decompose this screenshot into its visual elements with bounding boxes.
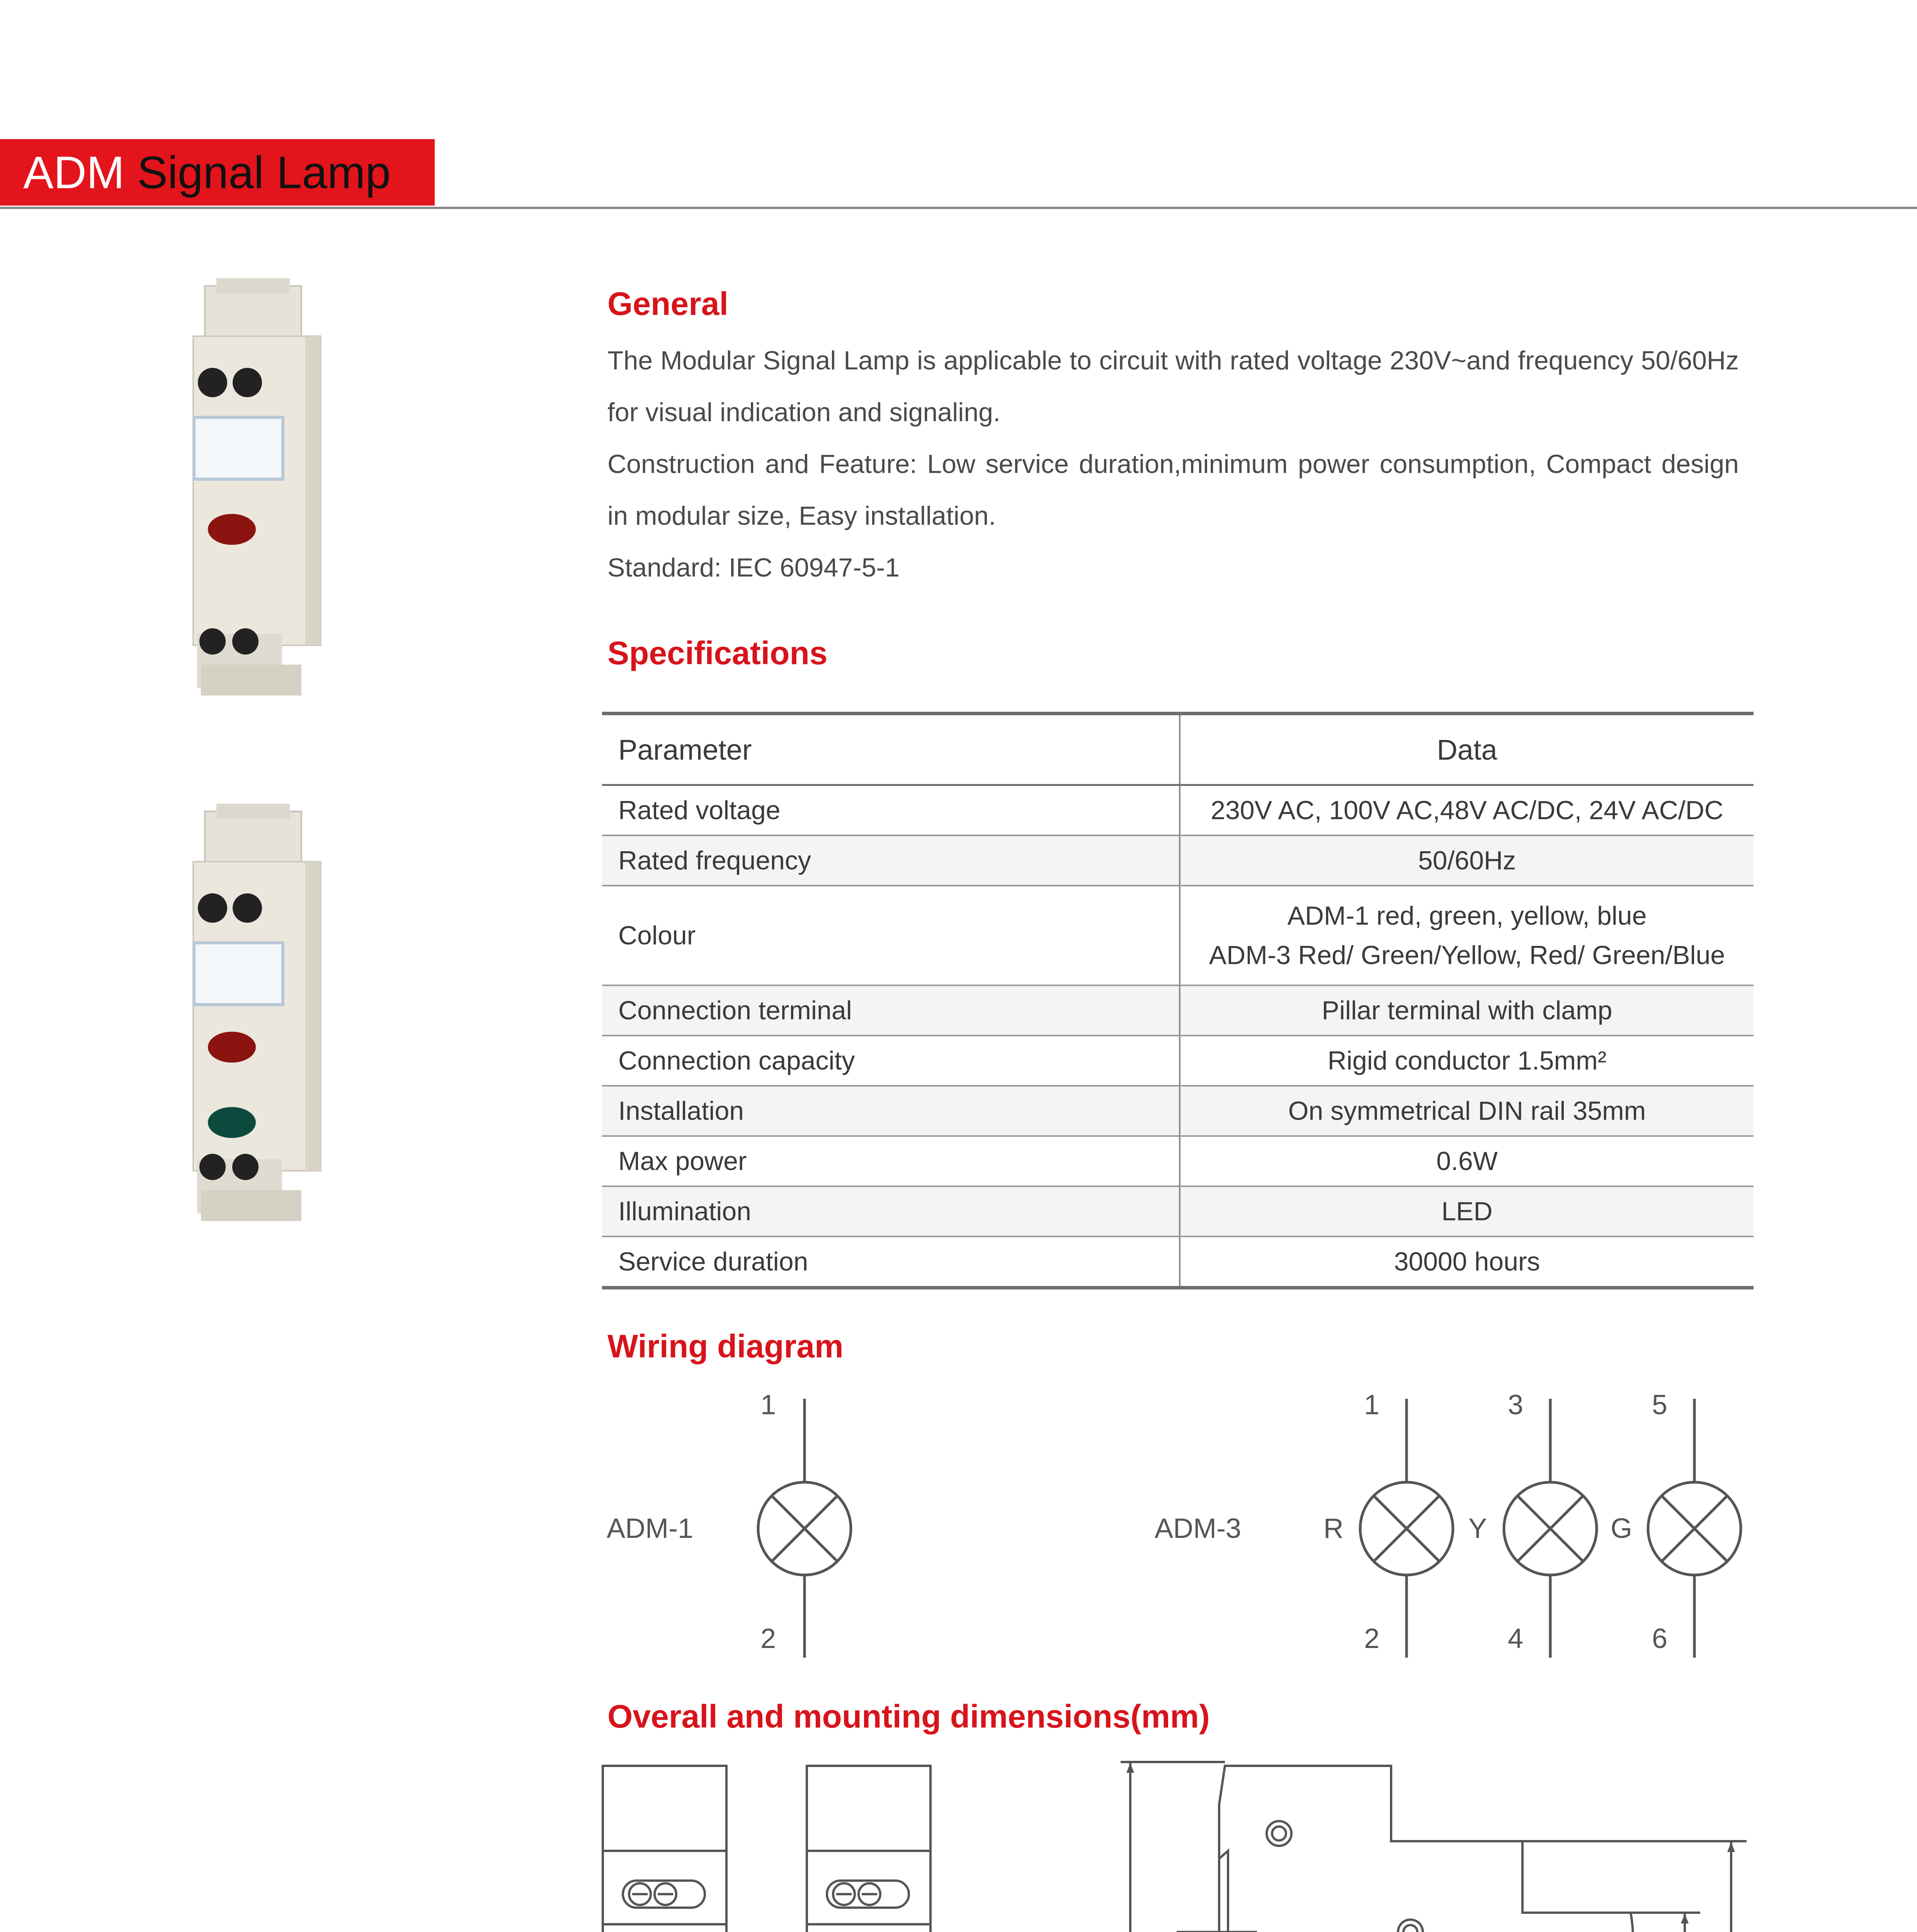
side-view [1097,1754,1754,1932]
adm3-letter-y: Y [1468,1513,1487,1544]
data-cell: On symmetrical DIN rail 35mm [1180,1086,1754,1136]
general-paragraph-3: Standard: IEC 60947-5-1 [607,553,900,582]
adm3-letter-g: G [1611,1513,1633,1544]
data-cell [1180,886,1754,985]
indicator-lamp-red [208,1032,256,1063]
column-header-parameter: Parameter [602,714,1180,785]
table-row [602,886,1754,985]
adm1-label: ADM-1 [607,1513,694,1544]
adm1-lamp-symbol [758,1399,851,1658]
dimensions-heading: Overall and mounting dimensions(mm) [607,1698,1210,1735]
data-line: ADM-3 Red/ Green/Yellow, Red/ Green/Blue [1209,940,1725,970]
adm3-terminal-2: 2 [1364,1623,1380,1654]
spec-table-header [602,714,1754,785]
front-view-adm3 [799,1762,938,1932]
table-row [602,1236,1754,1288]
table-row [602,1086,1754,1136]
data-cell: Pillar terminal with clamp [1180,985,1754,1036]
adm3-label: ADM-3 [1155,1513,1242,1544]
table-row [602,835,1754,886]
adm3-lamp-y-symbol [1504,1399,1597,1658]
parameter-cell: Colour [602,886,1180,985]
data-cell: LED [1180,1186,1754,1236]
adm3-lamp-g-symbol [1648,1399,1741,1658]
data-cell: Rigid conductor 1.5mm² [1180,1036,1754,1086]
wiring-heading: Wiring diagram [607,1328,844,1364]
parameter-cell: Connection capacity [602,1036,1180,1086]
spec-table [602,712,1754,1289]
data-cell: 30000 hours [1180,1236,1754,1288]
general-paragraph-1: The Modular Signal Lamp is applicable to circuit with rated voltage 230V~and frequency 50/60Hz for visual indication and signaling. [607,346,1739,427]
general-paragraph-2: Construction and Feature: Low service duration,minimum power consumption, Compact design in modular size, Easy installation. [607,449,1739,531]
indicator-lamp [208,514,256,545]
parameter-cell: Connection terminal [602,985,1180,1036]
data-cell: 230V AC, 100V AC,48V AC/DC, 24V AC/DC [1180,785,1754,836]
parameter-cell: Illumination [602,1186,1180,1236]
table-row [602,1036,1754,1086]
data-line: ADM-1 red, green, yellow, blue [1287,901,1647,930]
product-photo-adm3 [182,804,336,1225]
adm3-terminal-5: 5 [1652,1389,1668,1420]
data-cell: 0.6W [1180,1136,1754,1186]
adm3-letter-r: R [1323,1513,1344,1544]
product-photo-adm1 [182,278,336,699]
adm1-terminal-top: 1 [760,1389,776,1420]
adm1-terminal-bottom: 2 [760,1623,776,1654]
general-text [607,335,1739,594]
data-cell: 50/60Hz [1180,835,1754,886]
adm3-terminal-1: 1 [1364,1389,1380,1420]
adm3-lamp-r-symbol [1360,1399,1453,1658]
table-row [602,1136,1754,1186]
page-title [23,144,391,202]
parameter-cell: Rated voltage [602,785,1180,836]
title-prefix: ADM [23,147,125,198]
general-heading: General [607,286,728,322]
front-view-adm1 [595,1762,734,1932]
adm3-terminal-6: 6 [1652,1623,1668,1654]
parameter-cell: Service duration [602,1236,1180,1288]
adm3-terminal-4: 4 [1508,1623,1524,1654]
wiring-diagram [580,1376,1778,1669]
table-row [602,985,1754,1036]
specifications-heading: Specifications [607,635,828,671]
parameter-cell: Installation [602,1086,1180,1136]
indicator-lamp-green [208,1107,256,1138]
parameter-cell: Max power [602,1136,1180,1186]
column-header-data: Data [1180,714,1754,785]
table-row [602,785,1754,836]
title-rule [0,207,1917,209]
title-rest: Signal Lamp [124,147,391,198]
parameter-cell: Rated frequency [602,835,1180,886]
table-row [602,1186,1754,1236]
adm3-terminal-3: 3 [1508,1389,1524,1420]
